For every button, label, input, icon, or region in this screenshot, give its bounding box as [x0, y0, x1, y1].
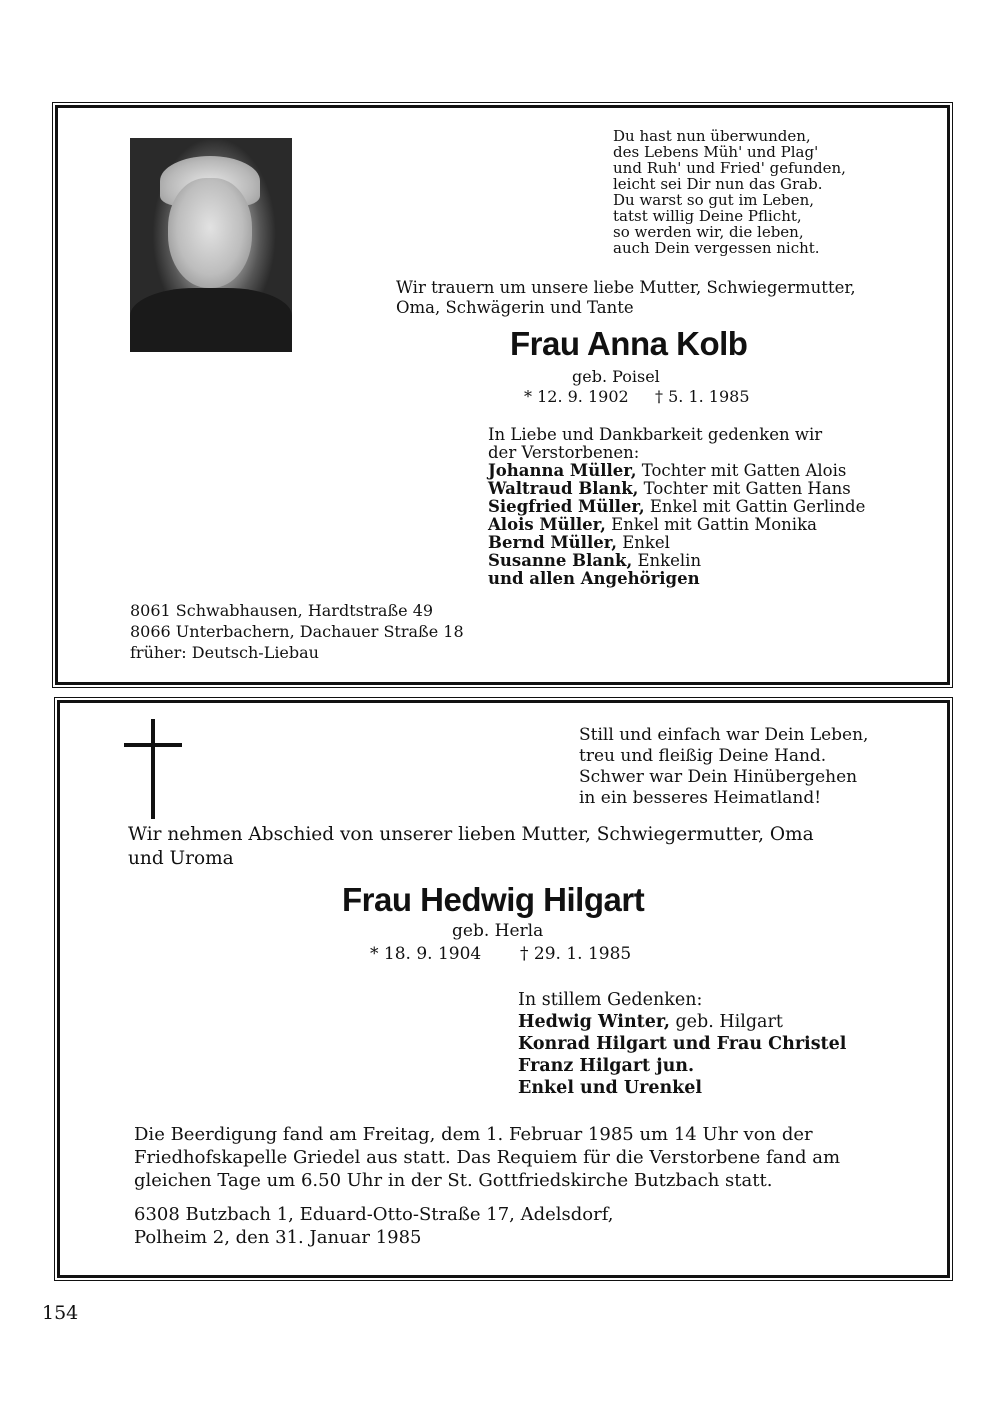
- poem-line: Still und einfach war Dein Leben,: [579, 725, 869, 745]
- memorial-poem: [613, 128, 846, 256]
- intro-line: Oma, Schwägerin und Tante: [396, 298, 634, 317]
- address-line: 6308 Butzbach 1, Eduard-Otto-Straße 17, Adelsdorf,: [134, 1204, 614, 1225]
- mourner-entry: Hedwig Winter, geb. Hilgart: [518, 1012, 783, 1032]
- deceased-name: Frau Hedwig Hilgart: [342, 881, 645, 918]
- mourner-entry: Johanna Müller, Tochter mit Gatten Alois: [488, 461, 847, 480]
- address-line: Polheim 2, den 31. Januar 1985: [134, 1227, 422, 1248]
- poem-line: und Ruh' und Fried' gefunden,: [613, 159, 846, 177]
- cross-icon: [124, 719, 184, 819]
- poem-line: tatst willig Deine Pflicht,: [613, 207, 802, 225]
- intro-line: Wir trauern um unsere liebe Mutter, Schwiegermutter,: [396, 278, 856, 297]
- poem-line: so werden wir, die leben,: [613, 223, 804, 241]
- mourner-entry: Susanne Blank, Enkelin: [488, 551, 702, 570]
- funeral-line: Die Beerdigung fand am Freitag, dem 1. Februar 1985 um 14 Uhr von der: [134, 1124, 813, 1145]
- mourning-intro: [128, 823, 814, 871]
- address-block: [130, 600, 464, 663]
- mourners-block: [518, 989, 846, 1099]
- poem-line: Schwer war Dein Hinübergehen: [579, 767, 858, 787]
- birth-date: * 18. 9. 1904: [370, 944, 482, 964]
- birth-date: * 12. 9. 1902: [524, 387, 629, 406]
- address-line: früher: Deutsch-Liebau: [130, 643, 319, 662]
- poem-line: treu und fleißig Deine Hand.: [579, 746, 827, 766]
- death-date: † 5. 1. 1985: [655, 387, 750, 406]
- maiden-name: geb. Herla: [452, 921, 544, 941]
- poem-line: des Lebens Müh' und Plag': [613, 143, 819, 161]
- funeral-line: Friedhofskapelle Griedel aus statt. Das Requiem für die Verstorbene fand am: [134, 1147, 841, 1168]
- mourners-intro: In stillem Gedenken:: [518, 990, 703, 1010]
- address-line: 8066 Unterbachern, Dachauer Straße 18: [130, 622, 464, 641]
- mourner-entry: Waltraud Blank, Tochter mit Gatten Hans: [488, 479, 851, 498]
- address-line: 8061 Schwabhausen, Hardtstraße 49: [130, 601, 434, 620]
- portrait-photo: [130, 138, 292, 352]
- funeral-line: gleichen Tage um 6.50 Uhr in der St. Gottfriedskirche Butzbach statt.: [134, 1170, 773, 1191]
- mourner-entry: und allen Angehörigen: [488, 569, 700, 588]
- funeral-info: [134, 1123, 840, 1192]
- obituary-notice-hilgart: [57, 700, 950, 1278]
- mourner-entry: Franz Hilgart jun.: [518, 1056, 695, 1076]
- mourners-intro: der Verstorbenen:: [488, 443, 640, 462]
- intro-line: Wir nehmen Abschied von unserer lieben Mutter, Schwiegermutter, Oma: [128, 824, 814, 845]
- mourning-intro: [396, 278, 856, 318]
- memorial-poem: [579, 725, 868, 809]
- poem-line: in ein besseres Heimatland!: [579, 788, 822, 808]
- maiden-name: geb. Poisel: [572, 367, 660, 386]
- poem-line: Du warst so gut im Leben,: [613, 191, 814, 209]
- death-date: † 29. 1. 1985: [520, 944, 632, 964]
- mourner-entry: Konrad Hilgart und Frau Christel: [518, 1034, 847, 1054]
- photo-clothing: [130, 288, 292, 352]
- poem-line: Du hast nun überwunden,: [613, 127, 811, 145]
- mourners-intro: In Liebe und Dankbarkeit gedenken wir: [488, 425, 823, 444]
- mourner-entry: Bernd Müller, Enkel: [488, 533, 670, 552]
- photo-face: [168, 178, 252, 288]
- address-block: [134, 1203, 613, 1249]
- poem-line: auch Dein vergessen nicht.: [613, 239, 820, 257]
- intro-line: und Uroma: [128, 848, 234, 869]
- mourner-entry: Siegfried Müller, Enkel mit Gattin Gerlinde: [488, 497, 866, 516]
- poem-line: leicht sei Dir nun das Grab.: [613, 175, 823, 193]
- mourner-entry: Enkel und Urenkel: [518, 1078, 703, 1098]
- mourners-block: [488, 426, 865, 588]
- obituary-notice-kolb: [55, 105, 950, 685]
- mourner-entry: Alois Müller, Enkel mit Gattin Monika: [488, 515, 817, 534]
- deceased-name: Frau Anna Kolb: [510, 325, 748, 362]
- page-number: 154: [42, 1302, 79, 1324]
